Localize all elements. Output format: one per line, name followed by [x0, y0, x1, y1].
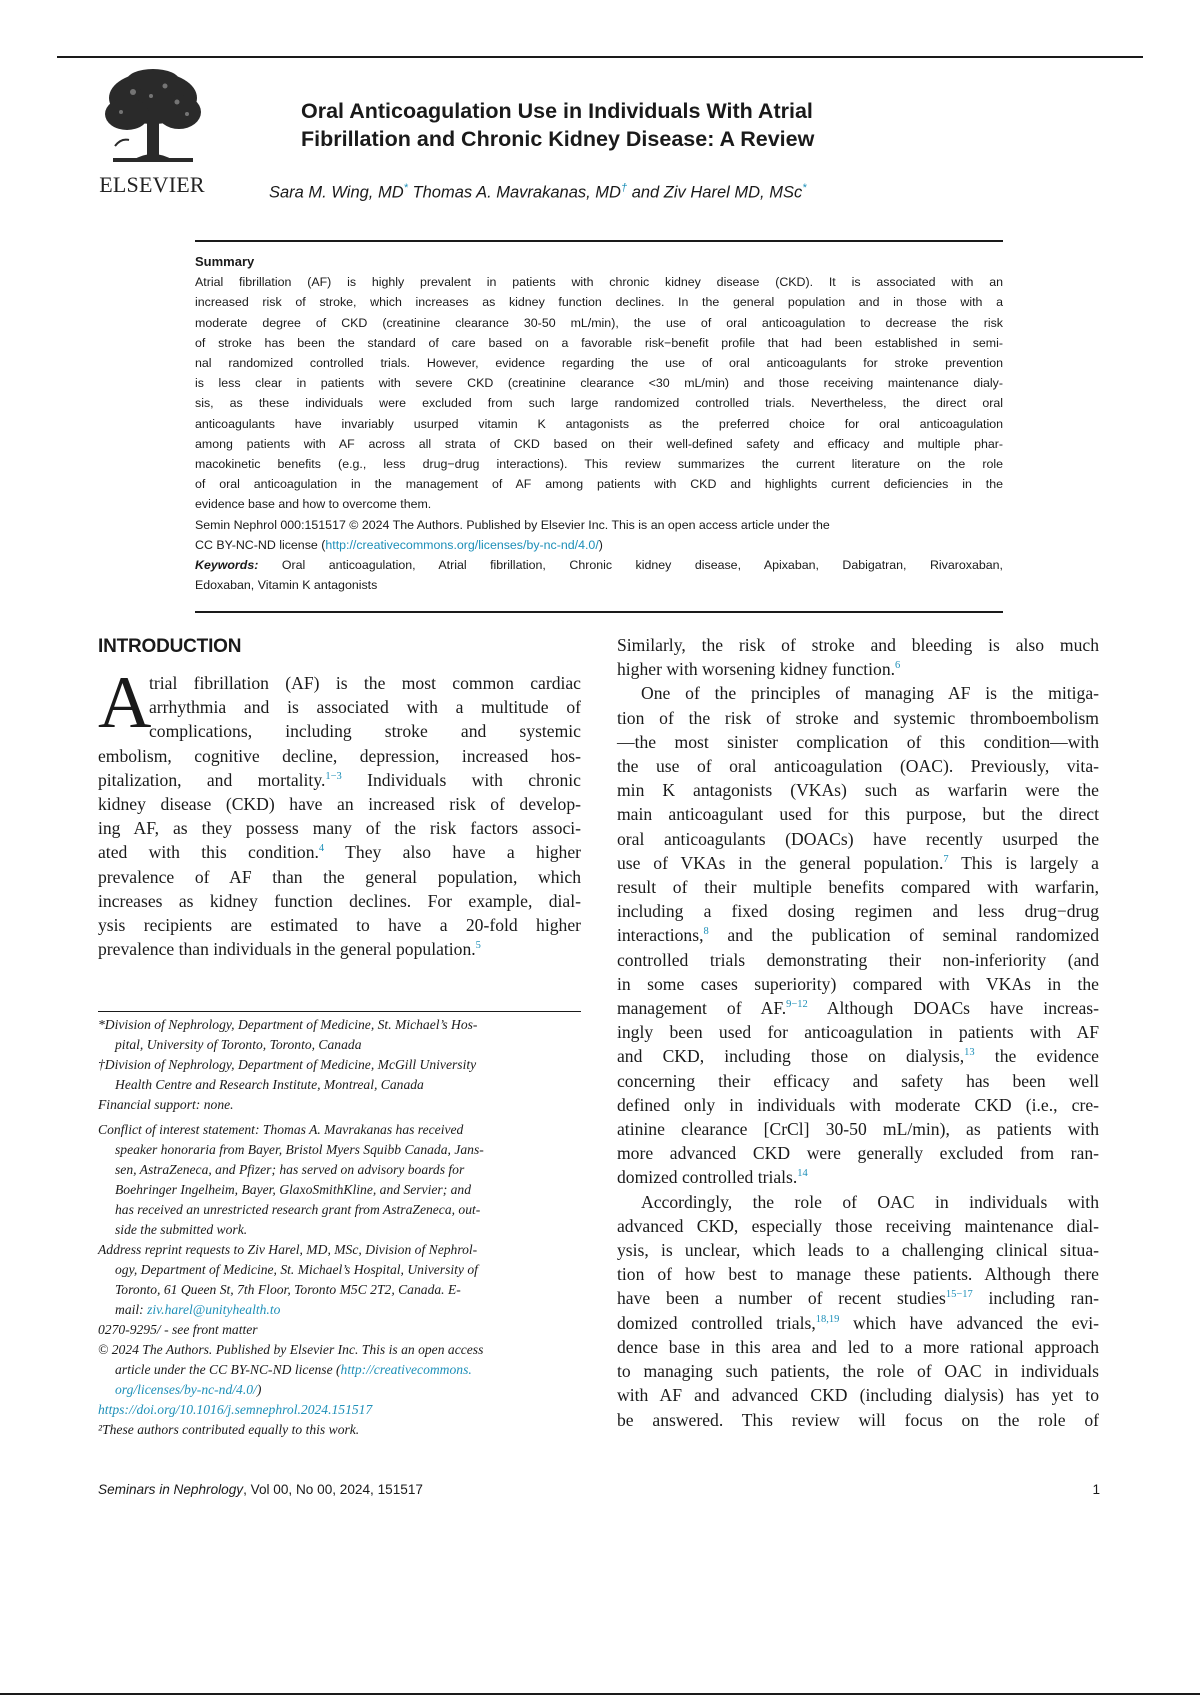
citation-text: Semin Nephrol 000:151517 © 2024 The Authors. Published by Elsevier Inc. This is an open access article under the	[195, 517, 830, 532]
elsevier-tree-icon	[93, 68, 211, 168]
body-line: min K antagonists (VKAs) such as warfarin were the	[617, 780, 1099, 801]
body-line: main anticoagulant used for this purpose, but the direct	[617, 804, 1099, 825]
issn-line: 0270-9295/ - see front matter	[98, 1322, 258, 1337]
summary-line: Atrial fibrillation (AF) is highly prevalent in patients with chronic kidney disease (CKD). It is associated with an	[195, 275, 1003, 290]
body-line: tion of the risk of stroke and systemic thromboembolism	[617, 707, 1099, 728]
issue-info: , Vol 00, No 00, 2024, 151517	[243, 1482, 423, 1497]
affiliation-mark[interactable]: †	[620, 182, 628, 194]
summary-line: nal randomized controlled trials. However, evidence regarding the use of oral anticoagulants for stroke prevention	[195, 356, 1003, 371]
body-line: result of their multiple benefits compared with warfarin,	[617, 877, 1099, 898]
citation-line	[195, 515, 1003, 555]
body-line: ysis recipients are estimated to have a 20-fold higher	[98, 915, 581, 936]
license-link[interactable]: org/licenses/by-nc-nd/4.0/	[115, 1382, 257, 1397]
body-line: arrhythmia and is associated with a multitude of	[149, 697, 581, 718]
body-line: embolism, cognitive decline, depression, increased hos-	[98, 745, 581, 766]
summary-line: is less clear in patients with severe CKD (creatinine clearance <30 mL/min) and those receiving maintenance dialy-	[195, 376, 1003, 391]
title-line: Oral Anticoagulation Use in Individuals With Atrial	[301, 99, 813, 123]
body-line: oral anticoagulants (DOACs) have recently usurped the	[617, 828, 1099, 849]
citation-ref[interactable]: 1−3	[325, 770, 342, 782]
summary-line: anticoagulants have invariably usurped vitamin K antagonists as the preferred choice for oral anticoagulation	[195, 416, 1003, 431]
citation-ref[interactable]: 4	[318, 843, 325, 855]
summary-line: among patients with AF across all strata of CKD based on their well-defined safety and efficacy and multiple phar-	[195, 436, 1003, 451]
keywords-text: Edoxaban, Vitamin K antagonists	[195, 578, 378, 593]
right-column-body	[617, 633, 1099, 1432]
body-line: have been a number of recent studies$^{15-17}$ including ran-	[617, 1288, 1099, 1309]
body-line: concerning their efficacy and safety has been well	[617, 1070, 1099, 1091]
affiliation-footnote: †Division of Nephrology, Department of Medicine, McGill University Health Centre and Research Institute, Montreal, Canada	[98, 1057, 477, 1092]
keywords-text: Oral anticoagulation, Atrial fibrillation, Chronic kidney disease, Apixaban, Dabigatran, Rivaroxaban,	[281, 558, 1003, 573]
body-line: advanced CKD, especially those receiving maintenance dial-	[617, 1215, 1099, 1236]
citation-ref[interactable]: 8	[703, 926, 709, 938]
open-access-note: © 2024 The Authors. Published by Elsevier Inc. This is an open access article under the CC BY-NC-ND license (http://creativecommons. org/licenses/by-nc-nd/4.0/)	[98, 1342, 484, 1397]
body-line: prevalence than individuals in the general population.$^5$	[98, 939, 481, 960]
body-line: to managing such patients, the role of OAC in individuals	[617, 1361, 1099, 1382]
body-line: use of VKAs in the general population.$^7$ This is largely a	[617, 852, 1099, 873]
citation-ref[interactable]: 9−12	[786, 999, 808, 1011]
citation-ref[interactable]: 5	[475, 940, 481, 952]
financial-support: Financial support: none.	[98, 1097, 234, 1112]
body-line: ing AF, as they possess many of the risk factors associ-	[98, 818, 581, 839]
body-line: controlled trials demonstrating their non-inferiority (and	[617, 949, 1099, 970]
citation-ref[interactable]: 13	[964, 1047, 975, 1059]
summary-line: moderate degree of CKD (creatinine clearance 30-50 mL/min), the use of oral anticoagulation to decrease the risk	[195, 315, 1003, 330]
body-line: ated with this condition.$^4$ They also have a higher	[98, 842, 581, 863]
body-line: increases as kidney function declines. For example, dial-	[98, 890, 581, 911]
bottom-rule	[0, 1693, 1200, 1695]
body-line: trial fibrillation (AF) is the most common cardiac	[149, 673, 581, 693]
body-line: tion of how best to manage these patients. Although there	[617, 1264, 1099, 1285]
body-line: —the most sinister complication of this condition—with	[617, 731, 1099, 752]
summary-line: of stroke has been the standard of care based on a favorable risk−benefit profile that had been established in semi-	[195, 335, 1003, 350]
doi-link[interactable]: https://doi.org/10.1016/j.semnephrol.2024.151517	[98, 1402, 373, 1417]
body-line: domized controlled trials.$^{14}$	[617, 1167, 808, 1188]
body-line: domized controlled trials,$^{18,19}$ which have advanced the evi-	[617, 1312, 1099, 1333]
citation-ref[interactable]: 7	[943, 853, 949, 865]
citation-ref[interactable]: 6	[895, 660, 901, 672]
body-line: Similarly, the risk of stroke and bleeding is also much	[617, 635, 1099, 655]
body-line: in some cases superiority) compared with VKAs in the	[617, 973, 1099, 994]
summary-box	[195, 240, 1003, 613]
author-name: Thomas A. Mavrakanas, MD	[412, 183, 621, 202]
body-line: dence base in this area and led to a more rational approach	[617, 1336, 1099, 1357]
body-line: management of AF.$^{9-12}$ Although DOACs have increas-	[617, 998, 1099, 1019]
body-line: prevalence of AF than the general population, which	[98, 866, 581, 887]
introduction-body	[98, 671, 581, 961]
body-line: higher with worsening kidney function.$^6$	[617, 659, 901, 680]
author-name: and Ziv Harel MD, MSc	[631, 183, 803, 202]
summary-line: of oral anticoagulation in the management of AF among patients with CKD and highlights current deficiencies in the	[195, 477, 1003, 492]
citation-text: )	[598, 537, 603, 552]
citation-ref[interactable]: 14	[797, 1168, 808, 1180]
body-line: pitalization, and mortality.$^{1-3}$ Individuals with chronic	[98, 769, 581, 790]
author-name: Sara M. Wing, MD	[269, 183, 404, 202]
body-line: ingly been used for anticoagulation in patients with AF	[617, 1022, 1099, 1043]
page-number: 1	[1092, 1482, 1100, 1497]
body-line: Accordingly, the role of OAC in individuals with	[641, 1191, 1099, 1212]
journal-name: Seminars in Nephrology	[98, 1482, 244, 1497]
body-line: One of the principles of managing AF is the mitiga-	[641, 683, 1099, 704]
title-line: Fibrillation and Chronic Kidney Disease: A Review	[301, 127, 815, 151]
body-line: be answered. This review will focus on the role of	[617, 1409, 1099, 1430]
page-footer	[98, 1482, 1100, 1497]
citation-ref[interactable]: 18,19	[815, 1313, 840, 1325]
body-line: kidney disease (CKD) have an increased risk of develop-	[98, 794, 581, 815]
section-heading: INTRODUCTION	[98, 636, 242, 657]
summary-heading: Summary	[195, 254, 255, 269]
conflict-of-interest: Conflict of interest statement: Thomas A. Mavrakanas has received speaker honoraria from Bayer, Bristol Myers Squibb Canada, Jans- sen, AstraZeneca, and Pfizer; has served on advisory boards for Boehringer Ingelheim, Bayer, GlaxoSmithKline, and Servier; and has received an unrestricted research grant from AstraZeneca, out- side the submitted work.	[98, 1122, 484, 1237]
keywords	[195, 555, 1003, 595]
summary-text	[195, 272, 1003, 514]
body-line: complications, including stroke and systemic	[149, 721, 581, 742]
body-line: more advanced CKD were generally excluded from ran-	[617, 1143, 1099, 1164]
author-list	[269, 182, 1069, 203]
affiliation-mark[interactable]: *	[802, 182, 807, 194]
citation-text: CC BY-NC-ND license (	[195, 537, 326, 552]
body-line: interactions,$^8$ and the publication of seminal randomized	[617, 925, 1099, 946]
summary-line: increased risk of stroke, which increases as kidney function declines. In the general population and in those with a	[195, 295, 1003, 310]
body-line: the use of oral anticoagulation (OAC). Previously, vita-	[617, 756, 1099, 777]
body-line: atinine clearance [CrCl] 30-50 mL/min), as patients with	[617, 1119, 1099, 1140]
affiliation-footnote: *Division of Nephrology, Department of Medicine, St. Michael’s Hos- pital, University of Toronto, Toronto, Canada	[98, 1017, 478, 1052]
elsevier-logo[interactable]	[93, 68, 211, 198]
summary-line: evidence base and how to overcome them.	[195, 497, 432, 512]
body-line: ysis, is unclear, which leads to a challenging clinical situa-	[617, 1240, 1099, 1261]
article-title	[301, 97, 941, 153]
drop-cap: A	[98, 662, 152, 744]
body-line: including a fixed dosing regimen and less drug−drug	[617, 901, 1099, 922]
body-line: with AF and advanced CKD (including dialysis) has yet to	[617, 1385, 1099, 1406]
email-link[interactable]: ziv.harel@unityhealth.to	[147, 1302, 281, 1317]
body-line: and CKD, including those on dialysis,$^{13}$ the evidence	[617, 1046, 1099, 1067]
reprint-address: Address reprint requests to Ziv Harel, MD, MSc, Division of Nephrol- ogy, Department of Medicine, St. Michael’s Hospital, University of Toronto, 61 Queen St, 7th Floor, Toronto M5C 2T2, Canada. E- mail: ziv.harel@unityhealth.to	[98, 1242, 478, 1317]
top-rule	[57, 56, 1143, 58]
footnote-rule	[98, 1011, 581, 1012]
doi-line	[98, 1400, 581, 1420]
citation-ref[interactable]: 15−17	[945, 1289, 973, 1301]
license-link[interactable]: http://creativecommons.	[340, 1362, 472, 1377]
keywords-label: Keywords:	[195, 558, 259, 573]
elsevier-wordmark: ELSEVIER	[99, 172, 205, 197]
summary-line: sis, as these individuals were excluded from such large randomized controlled trials. Nevertheless, the direct oral	[195, 396, 1003, 411]
body-line: defined only in individuals with moderate CKD (i.e., cre-	[617, 1094, 1099, 1115]
footnotes	[98, 1015, 581, 1440]
license-link[interactable]: http://creativecommons.org/licenses/by-nc-nd/4.0/	[325, 537, 599, 552]
summary-line: macokinetic benefits (e.g., less drug−drug interactions). This review summarizes the current literature on the role	[195, 457, 1003, 472]
affiliation-mark[interactable]: *	[403, 182, 408, 194]
equal-contribution-note: ²These authors contributed equally to this work.	[98, 1422, 360, 1437]
